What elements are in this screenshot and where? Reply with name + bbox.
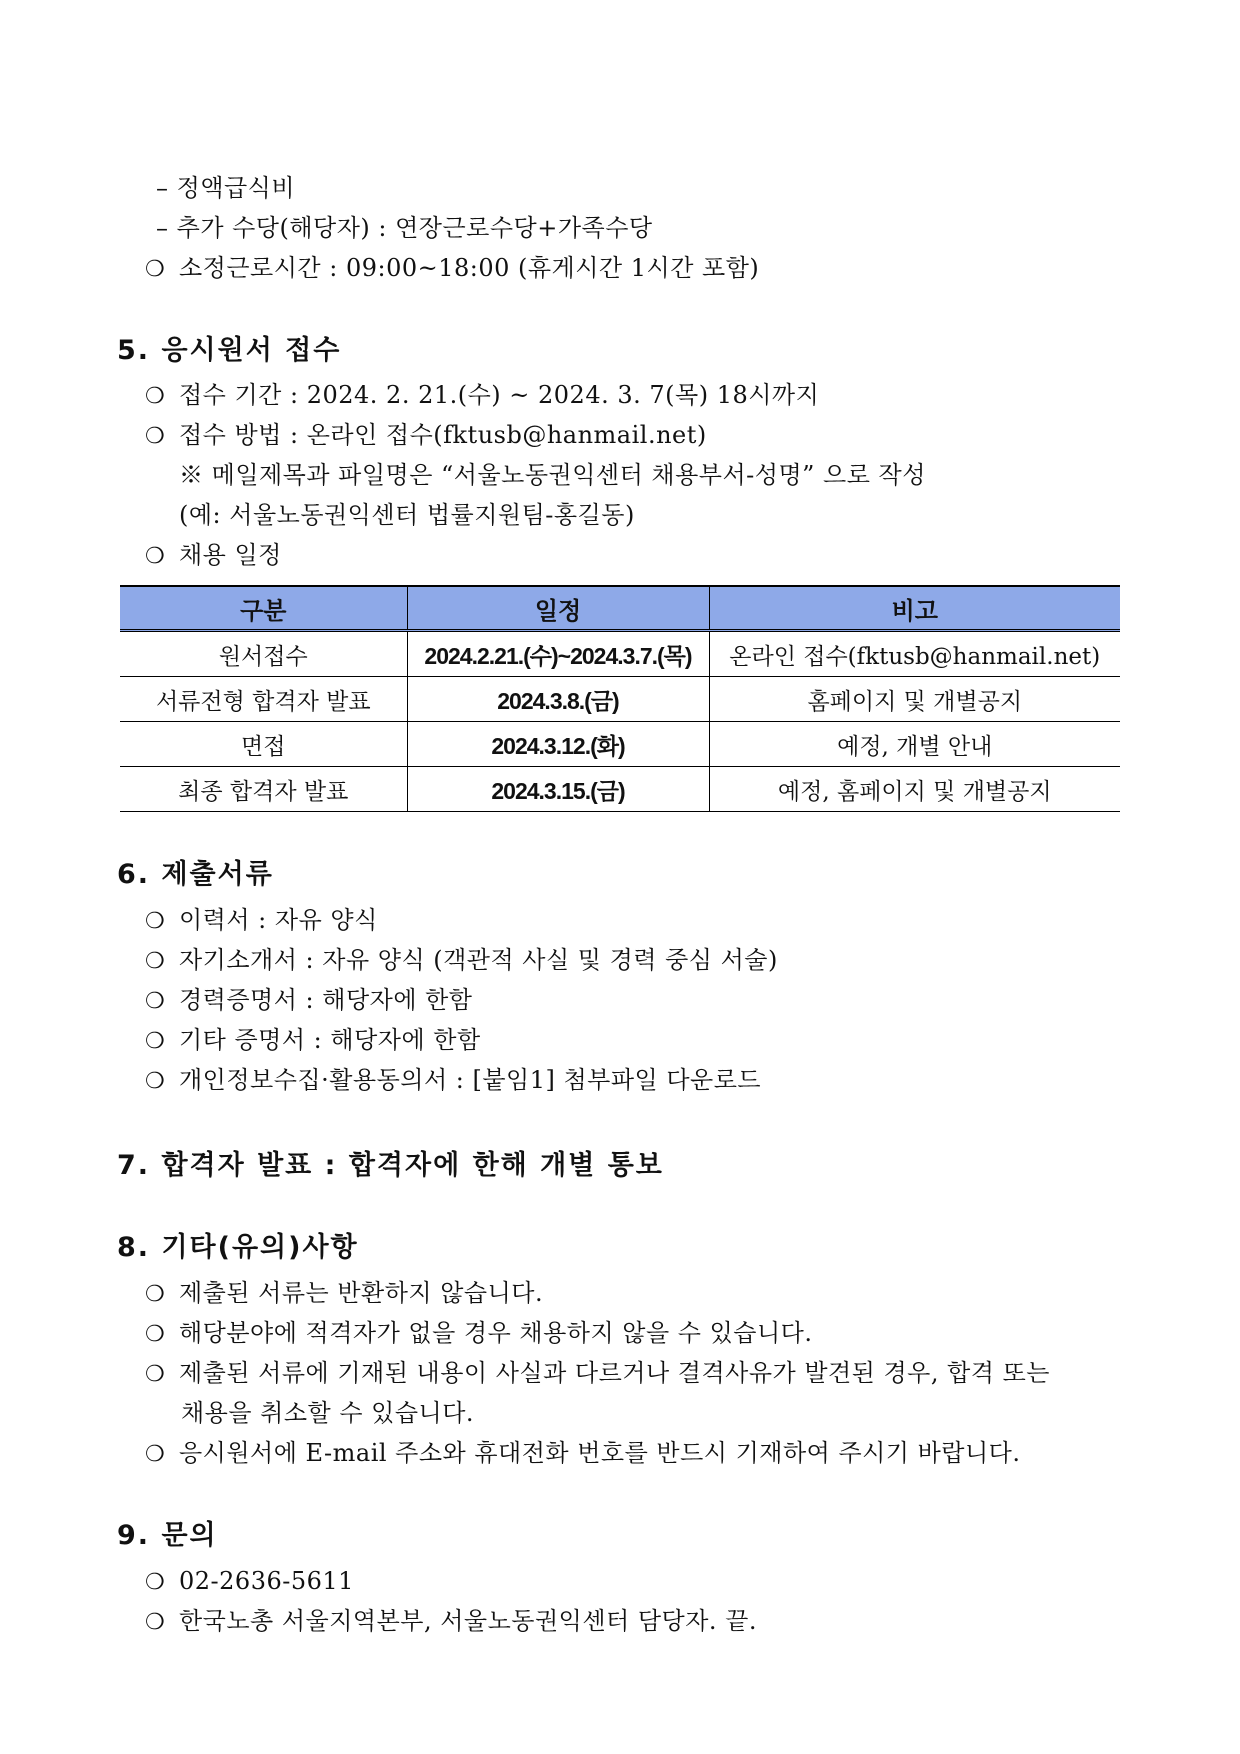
schedule-table <box>120 585 1120 812</box>
bullet-item: ❍ 응시원서에 E-mail 주소와 휴대전화 번호를 반드시 기재하여 주시기 바랍니다. <box>145 1437 1021 1471</box>
circle-bullet-icon: ❍ <box>145 949 166 974</box>
table-cell: 면접 <box>120 722 407 767</box>
section-5-heading: 5. 응시원서 접수 <box>117 335 342 366</box>
bullet-item: ❍ 기타 증명서 : 해당자에 한함 <box>145 1024 481 1058</box>
section-7-heading: 7. 합격자 발표 : 합격자에 한해 개별 통보 <box>117 1150 664 1181</box>
column-header: 비고 <box>709 586 1120 631</box>
table-cell: 최종 합격자 발표 <box>120 767 407 812</box>
table-cell: 2024.3.15.(금) <box>407 767 709 812</box>
circle-bullet-icon: ❍ <box>145 909 166 934</box>
section-9-heading: 9. 문의 <box>117 1520 218 1551</box>
note-line: ※ 메일제목과 파일명은 “서울노동권익센터 채용부서-성명” 으로 작성 <box>179 461 926 489</box>
circle-bullet-icon: ❍ <box>145 1282 166 1307</box>
circle-bullet-icon: ❍ <box>145 257 166 282</box>
bullet-item: ❍ 제출된 서류는 반환하지 않습니다. <box>145 1277 543 1311</box>
benefit-line: – 정액급식비 <box>156 174 296 202</box>
table-cell: 2024.3.8.(금) <box>407 677 709 722</box>
table-row <box>120 722 1120 767</box>
bullet-item: ❍ 접수 기간 : 2024. 2. 21.(수) ~ 2024. 3. 7(목) 18시까지 <box>145 379 819 413</box>
table-cell: 2024.2.21.(수)~2024.3.7.(목) <box>407 631 709 677</box>
circle-bullet-icon: ❍ <box>145 1570 166 1595</box>
bullet-item-continuation: 채용을 취소할 수 있습니다. <box>181 1399 475 1427</box>
bullet-item: ❍ 경력증명서 : 해당자에 한함 <box>145 984 473 1018</box>
table-cell: 예정, 홈페이지 및 개별공지 <box>709 767 1120 812</box>
bullet-item: ❍ 채용 일정 <box>145 539 282 573</box>
contact-phone: 02-2636-5611 <box>179 1567 354 1595</box>
table-cell: 2024.3.12.(화) <box>407 722 709 767</box>
column-header: 일정 <box>407 586 709 631</box>
circle-bullet-icon: ❍ <box>145 1362 166 1387</box>
table-row <box>120 767 1120 812</box>
circle-bullet-icon: ❍ <box>145 989 166 1014</box>
table-row <box>120 631 1120 677</box>
bullet-item: ❍ 소정근로시간 : 09:00~18:00 (휴게시간 1시간 포함) <box>145 252 759 286</box>
bullet-item: ❍ 접수 방법 : 온라인 접수(fktusb@hanmail.net) <box>145 419 707 453</box>
bullet-item <box>145 1565 354 1599</box>
circle-bullet-icon: ❍ <box>145 544 166 569</box>
bullet-item: ❍ 이력서 : 자유 양식 <box>145 904 378 938</box>
circle-bullet-icon: ❍ <box>145 1029 166 1054</box>
circle-bullet-icon: ❍ <box>145 424 166 449</box>
section-8-heading: 8. 기타(유의)사항 <box>117 1232 359 1263</box>
table-row <box>120 677 1120 722</box>
bullet-item: ❍ 한국노총 서울지역본부, 서울노동권익센터 담당자. 끝. <box>145 1605 757 1639</box>
circle-bullet-icon: ❍ <box>145 384 166 409</box>
table-cell: 온라인 접수(fktusb@hanmail.net) <box>709 631 1120 677</box>
bullet-item: ❍ 자기소개서 : 자유 양식 (객관적 사실 및 경력 중심 서술) <box>145 944 778 978</box>
table-cell: 서류전형 합격자 발표 <box>120 677 407 722</box>
section-6-heading: 6. 제출서류 <box>117 859 274 890</box>
table-cell: 홈페이지 및 개별공지 <box>709 677 1120 722</box>
circle-bullet-icon: ❍ <box>145 1322 166 1347</box>
column-header: 구분 <box>120 586 407 631</box>
circle-bullet-icon: ❍ <box>145 1442 166 1467</box>
bullet-item: ❍ 제출된 서류에 기재된 내용이 사실과 다르거나 결격사유가 발견된 경우, 합격 또는 <box>145 1357 1050 1391</box>
bullet-item: ❍ 해당분야에 적격자가 없을 경우 채용하지 않을 수 있습니다. <box>145 1317 812 1351</box>
benefit-line: – 추가 수당(해당자) : 연장근로수당+가족수당 <box>156 214 653 242</box>
table-cell: 예정, 개별 안내 <box>709 722 1120 767</box>
circle-bullet-icon: ❍ <box>145 1069 166 1094</box>
circle-bullet-icon: ❍ <box>145 1610 166 1635</box>
table-header-row <box>120 586 1120 631</box>
note-example-line: (예: 서울노동권익센터 법률지원팀-홍길동) <box>179 501 635 529</box>
table-cell: 원서접수 <box>120 631 407 677</box>
bullet-item: ❍ 개인정보수집·활용동의서 : [붙임1] 첨부파일 다운로드 <box>145 1064 761 1098</box>
